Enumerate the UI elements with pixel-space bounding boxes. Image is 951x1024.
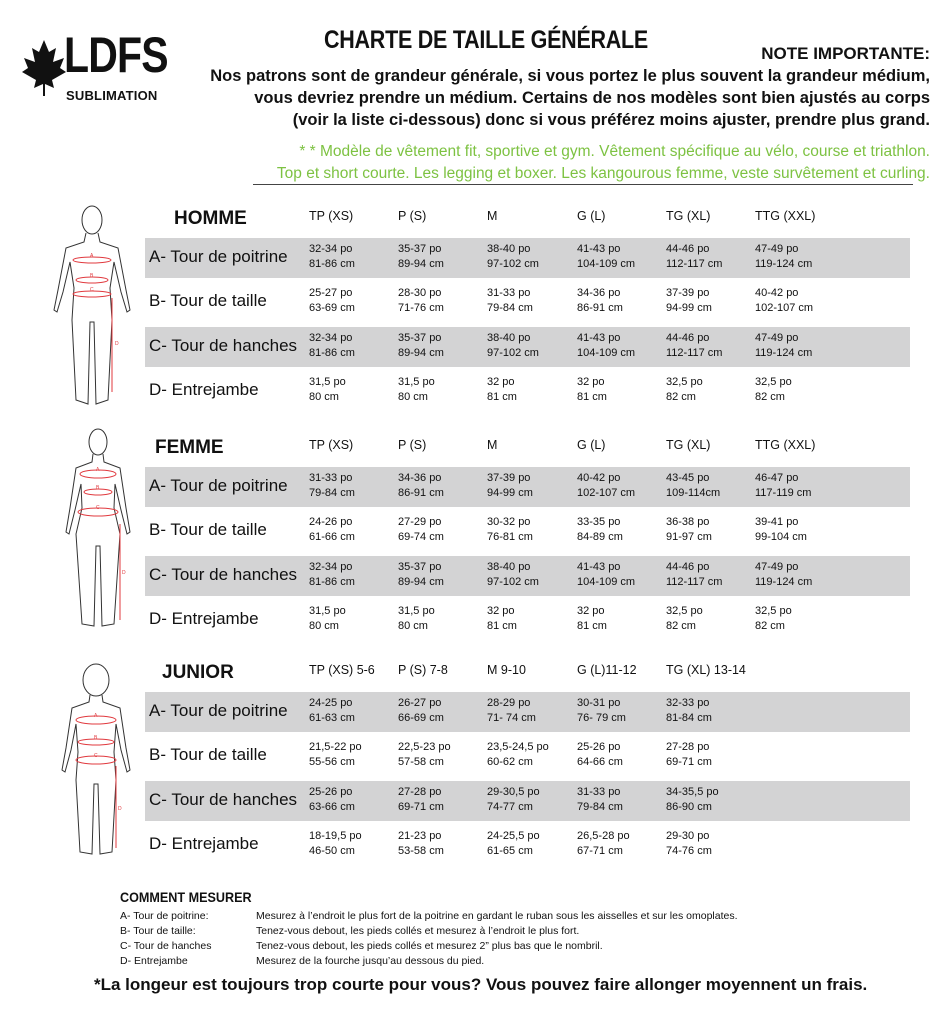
table-cell (309, 515, 355, 545)
value-inches: 31,5 po (309, 605, 346, 617)
value-inches: 31-33 po (487, 287, 531, 299)
fit-note-line: Top et short courte. Les legging et boxer. Les kangourous femme, veste survêtement et curling. (276, 165, 930, 182)
row-label: C- Tour de hanches (149, 336, 298, 355)
howto-key: A- Tour de poitrine: (120, 910, 209, 922)
mark-d: D (122, 570, 126, 576)
value-cm: 81-84 cm (666, 712, 712, 724)
column-header: M 9-10 (487, 663, 526, 677)
table-cell (487, 696, 536, 726)
row-label: A- Tour de poitrine (149, 247, 288, 266)
value-inches: 35-37 po (398, 332, 442, 344)
value-cm: 119-124 cm (755, 258, 813, 270)
section-label: HOMME (174, 208, 247, 229)
footer-note: *La longeur est toujours trop courte pour vous? Vous pouvez faire allonger moyennent un frais. (94, 975, 868, 994)
value-inches: 35-37 po (398, 561, 442, 573)
table-cell (398, 696, 444, 726)
mark-c: C (94, 753, 98, 759)
value-cm: 63-66 cm (309, 801, 355, 813)
value-cm: 84-89 cm (577, 531, 623, 543)
value-cm: 64-66 cm (577, 756, 623, 768)
value-cm: 69-71 cm (666, 756, 712, 768)
table-cell (398, 829, 444, 859)
column-header: P (S) (398, 438, 427, 452)
value-inches: 38-40 po (487, 332, 531, 344)
value-inches: 34-36 po (577, 287, 621, 299)
value-inches: 31-33 po (577, 786, 621, 798)
value-cm: 86-90 cm (666, 801, 712, 813)
table-cell (398, 242, 444, 272)
brand-logo (22, 28, 172, 108)
value-cm: 86-91 cm (577, 302, 623, 314)
value-cm: 79-84 cm (309, 487, 355, 499)
table-cell (577, 604, 607, 634)
value-cm: 81-86 cm (309, 258, 355, 270)
value-cm: 55-56 cm (309, 756, 355, 768)
value-cm: 86-91 cm (398, 487, 444, 499)
value-inches: 24-25 po (309, 697, 353, 709)
row-label: A- Tour de poitrine (149, 701, 288, 720)
fit-note-line: * * Modèle de vêtement fit, sportive et gym. Vêtement spécifique au vélo, course et triathlon. (299, 143, 930, 160)
mark-d: D (118, 806, 122, 812)
value-inches: 31,5 po (309, 376, 346, 388)
howto-key: C- Tour de hanches (120, 940, 212, 952)
row-label: C- Tour de hanches (149, 790, 298, 809)
table-cell (577, 331, 635, 361)
row-label: A- Tour de poitrine (149, 476, 288, 495)
table-cell (755, 286, 813, 316)
value-cm: 97-102 cm (487, 258, 539, 270)
value-inches: 29-30 po (666, 830, 710, 842)
value-inches: 31-33 po (309, 472, 353, 484)
value-cm: 91-97 cm (666, 531, 712, 543)
table-cell (755, 331, 812, 361)
table-cell (487, 515, 533, 545)
value-inches: 22,5-23 po (398, 741, 451, 753)
value-cm: 89-94 cm (398, 576, 444, 588)
divider (253, 184, 913, 185)
value-cm: 67-71 cm (577, 845, 623, 857)
value-inches: 36-38 po (666, 516, 710, 528)
table-row (145, 600, 910, 640)
table-cell (487, 375, 517, 405)
value-inches: 24-26 po (309, 516, 353, 528)
column-header: M (487, 438, 498, 452)
value-cm: 76-81 cm (487, 531, 533, 543)
value-cm: 79-84 cm (577, 801, 623, 813)
table-cell (755, 471, 811, 501)
table-cell (577, 286, 623, 316)
value-cm: 80 cm (309, 391, 339, 403)
value-cm: 69-74 cm (398, 531, 444, 543)
value-inches: 32 po (577, 376, 605, 388)
male-body-figure (48, 200, 140, 415)
value-inches: 30-32 po (487, 516, 531, 528)
value-cm: 60-62 cm (487, 756, 533, 768)
value-inches: 44-46 po (666, 243, 710, 255)
table-cell (666, 560, 722, 590)
table-row (145, 825, 910, 865)
logo-text: LDFS (64, 27, 168, 83)
column-header: TTG (XXL) (755, 438, 816, 452)
value-inches: 18-19,5 po (309, 830, 362, 842)
table-row (145, 282, 910, 322)
table-cell (666, 696, 712, 726)
value-cm: 97-102 cm (487, 347, 539, 359)
mark-b: B (96, 485, 100, 491)
value-cm: 79-84 cm (487, 302, 533, 314)
table-cell (309, 242, 355, 272)
value-inches: 38-40 po (487, 561, 531, 573)
column-header: TP (XS) (309, 438, 354, 452)
table-cell (398, 604, 435, 634)
value-inches: 44-46 po (666, 561, 710, 573)
value-cm: 104-109 cm (577, 258, 636, 270)
table-cell (487, 331, 539, 361)
mark-d: D (115, 341, 119, 347)
note-heading: NOTE IMPORTANTE: (761, 44, 930, 63)
value-inches: 44-46 po (666, 332, 710, 344)
value-cm: 102-107 cm (577, 487, 636, 499)
value-cm: 119-124 cm (755, 347, 813, 359)
value-cm: 81 cm (577, 391, 607, 403)
table-cell (666, 375, 703, 405)
value-inches: 38-40 po (487, 243, 531, 255)
mark-b: B (94, 735, 98, 741)
value-inches: 31,5 po (398, 376, 435, 388)
note-line: vous devriez prendre un médium. Certains de nos modèles sont bien ajustés au corps (254, 89, 930, 107)
value-cm: 81 cm (487, 391, 517, 403)
table-cell (487, 740, 549, 770)
table-cell (309, 560, 355, 590)
value-cm: 104-109 cm (577, 347, 636, 359)
maple-leaf-icon (22, 40, 66, 96)
table-cell (577, 829, 630, 859)
value-inches: 28-29 po (487, 697, 531, 709)
value-cm: 117-119 cm (755, 487, 812, 499)
table-cell (755, 515, 807, 545)
table-cell (309, 286, 355, 316)
value-inches: 31,5 po (398, 605, 435, 617)
table-row (145, 736, 910, 776)
value-cm: 112-117 cm (666, 347, 723, 359)
table-row (145, 238, 910, 278)
table-cell (755, 604, 792, 634)
value-inches: 40-42 po (577, 472, 621, 484)
table-cell (487, 471, 533, 501)
value-inches: 29-30,5 po (487, 786, 540, 798)
note-line: Nos patrons sont de grandeur générale, si vous portez le plus souvent la grandeur médium, (210, 67, 930, 85)
howto-text: Tenez-vous debout, les pieds collés et mesurez 2” plus bas que le nombril. (256, 940, 603, 952)
value-inches: 26-27 po (398, 697, 442, 709)
value-cm: 76- 79 cm (577, 712, 626, 724)
table-cell (666, 286, 712, 316)
value-inches: 28-30 po (398, 287, 442, 299)
value-inches: 43-45 po (666, 472, 710, 484)
value-inches: 32,5 po (666, 376, 703, 388)
value-cm: 97-102 cm (487, 576, 539, 588)
howto-key: B- Tour de taille: (120, 925, 196, 937)
value-cm: 119-124 cm (755, 576, 813, 588)
value-inches: 37-39 po (487, 472, 531, 484)
table-row (145, 692, 910, 732)
value-inches: 26,5-28 po (577, 830, 630, 842)
value-cm: 63-69 cm (309, 302, 355, 314)
table-row (145, 327, 910, 367)
page-title: CHARTE DE TAILLE GÉNÉRALE (324, 26, 649, 54)
value-inches: 24-25,5 po (487, 830, 540, 842)
mark-c: C (96, 505, 100, 511)
howto-title: COMMENT MESURER (120, 889, 252, 905)
table-cell (577, 242, 635, 272)
value-cm: 81 cm (577, 620, 607, 632)
value-cm: 80 cm (309, 620, 339, 632)
value-cm: 94-99 cm (666, 302, 712, 314)
value-cm: 112-117 cm (666, 576, 723, 588)
table-cell (577, 560, 635, 590)
column-header: P (S) 7-8 (398, 663, 448, 677)
column-header: G (L)11-12 (577, 663, 637, 677)
table-cell (309, 375, 346, 405)
value-inches: 46-47 po (755, 472, 799, 484)
column-header: TP (XS) 5-6 (309, 663, 375, 677)
table-cell (577, 515, 623, 545)
table-cell (487, 829, 540, 859)
column-header: P (S) (398, 209, 427, 223)
table-row (145, 511, 910, 551)
table-cell (398, 286, 444, 316)
value-inches: 25-26 po (577, 741, 621, 753)
value-cm: 81-86 cm (309, 347, 355, 359)
value-inches: 35-37 po (398, 243, 442, 255)
table-cell (755, 375, 792, 405)
table-cell (309, 740, 362, 770)
value-inches: 32,5 po (755, 605, 792, 617)
table-cell (398, 331, 444, 361)
value-cm: 94-99 cm (487, 487, 533, 499)
table-cell (309, 829, 362, 859)
table-cell (398, 785, 444, 815)
table-cell (577, 740, 623, 770)
table-cell (398, 375, 435, 405)
column-header: TG (XL) (666, 438, 711, 452)
value-cm: 89-94 cm (398, 258, 444, 270)
row-label: D- Entrejambe (149, 834, 259, 853)
note-line: (voir la liste ci-dessous) donc si vous préférez moins ajuster, prendre plus grand. (292, 111, 930, 129)
value-inches: 32-34 po (309, 332, 353, 344)
logo-subtext: SUBLIMATION (66, 88, 158, 103)
table-cell (666, 829, 712, 859)
value-cm: 99-104 cm (755, 531, 807, 543)
value-inches: 32,5 po (755, 376, 792, 388)
table-cell (487, 604, 517, 634)
table-cell (487, 785, 540, 815)
value-inches: 41-43 po (577, 561, 621, 573)
value-cm: 82 cm (755, 391, 785, 403)
table-cell (398, 740, 451, 770)
mark-a: A (90, 253, 94, 259)
value-cm: 53-58 cm (398, 845, 444, 857)
value-cm: 82 cm (755, 620, 785, 632)
value-inches: 40-42 po (755, 287, 799, 299)
value-cm: 80 cm (398, 391, 428, 403)
row-label: D- Entrejambe (149, 380, 259, 399)
row-label: B- Tour de taille (149, 291, 267, 310)
table-cell (309, 331, 355, 361)
table-cell (487, 560, 539, 590)
value-inches: 32-34 po (309, 243, 353, 255)
value-cm: 71-76 cm (398, 302, 444, 314)
value-inches: 21,5-22 po (309, 741, 362, 753)
table-cell (309, 471, 355, 501)
value-inches: 41-43 po (577, 332, 621, 344)
value-inches: 32-33 po (666, 697, 710, 709)
value-cm: 81-86 cm (309, 576, 355, 588)
value-inches: 34-36 po (398, 472, 442, 484)
mark-b: B (90, 273, 94, 279)
value-cm: 89-94 cm (398, 347, 444, 359)
value-cm: 66-69 cm (398, 712, 444, 724)
mark-a: A (96, 467, 100, 473)
table-cell (666, 242, 722, 272)
howto-text: Mesurez à l’endroit le plus fort de la poitrine en gardant le ruban sous les aisselles et sur les omoplates. (256, 910, 738, 922)
value-cm: 80 cm (398, 620, 428, 632)
value-inches: 47-49 po (755, 561, 799, 573)
table-row (145, 467, 910, 507)
value-inches: 32 po (487, 605, 515, 617)
table-cell (755, 242, 812, 272)
value-inches: 27-28 po (398, 786, 442, 798)
column-header: G (L) (577, 438, 606, 452)
value-cm: 69-71 cm (398, 801, 444, 813)
table-row (145, 371, 910, 411)
table-cell (577, 696, 626, 726)
value-cm: 61-66 cm (309, 531, 355, 543)
table-cell (577, 785, 623, 815)
value-inches: 33-35 po (577, 516, 621, 528)
value-inches: 47-49 po (755, 243, 799, 255)
junior-body-figure (56, 660, 140, 860)
value-inches: 32-34 po (309, 561, 353, 573)
table-cell (309, 604, 346, 634)
column-header: TG (XL) (666, 209, 711, 223)
row-label: B- Tour de taille (149, 745, 267, 764)
table-cell (755, 560, 812, 590)
howto-key: D- Entrejambe (120, 955, 188, 967)
row-label: B- Tour de taille (149, 520, 267, 539)
value-cm: 112-117 cm (666, 258, 723, 270)
female-body-figure (62, 424, 140, 639)
table-cell (666, 604, 703, 634)
value-inches: 30-31 po (577, 697, 621, 709)
table-cell (577, 375, 607, 405)
value-inches: 25-27 po (309, 287, 353, 299)
column-header: G (L) (577, 209, 606, 223)
value-inches: 47-49 po (755, 332, 799, 344)
value-inches: 37-39 po (666, 287, 710, 299)
value-cm: 82 cm (666, 620, 696, 632)
column-header: TG (XL) 13-14 (666, 663, 746, 677)
table-row (145, 556, 910, 596)
value-inches: 32 po (487, 376, 515, 388)
section-label: JUNIOR (162, 662, 234, 683)
value-cm: 109-114cm (666, 487, 721, 499)
row-label: C- Tour de hanches (149, 565, 298, 584)
mark-a: A (94, 713, 98, 719)
table-cell (398, 515, 444, 545)
value-cm: 74-76 cm (666, 845, 712, 857)
column-header: TTG (XXL) (755, 209, 816, 223)
table-cell (487, 242, 539, 272)
value-inches: 21-23 po (398, 830, 442, 842)
value-cm: 46-50 cm (309, 845, 355, 857)
value-cm: 104-109 cm (577, 576, 636, 588)
table-cell (666, 785, 719, 815)
table-cell (666, 331, 722, 361)
row-label: D- Entrejambe (149, 609, 259, 628)
value-inches: 41-43 po (577, 243, 621, 255)
mark-c: C (90, 287, 94, 293)
table-cell (487, 286, 533, 316)
table-cell (309, 785, 355, 815)
howto-text: Mesurez de la fourche jusqu’au dessous du pied. (256, 955, 485, 967)
column-header: M (487, 209, 498, 223)
table-cell (398, 560, 444, 590)
value-inches: 34-35,5 po (666, 786, 719, 798)
value-cm: 61-63 cm (309, 712, 355, 724)
table-cell (398, 471, 444, 501)
table-cell (666, 471, 720, 501)
value-inches: 27-28 po (666, 741, 710, 753)
section-label: FEMME (155, 437, 224, 458)
value-cm: 82 cm (666, 391, 696, 403)
column-header: TP (XS) (309, 209, 354, 223)
table-row (145, 781, 910, 821)
table-cell (666, 515, 712, 545)
value-cm: 61-65 cm (487, 845, 533, 857)
value-cm: 71- 74 cm (487, 712, 536, 724)
table-cell (666, 740, 712, 770)
value-inches: 39-41 po (755, 516, 799, 528)
value-cm: 81 cm (487, 620, 517, 632)
value-cm: 102-107 cm (755, 302, 814, 314)
table-cell (577, 471, 635, 501)
value-inches: 32 po (577, 605, 605, 617)
value-inches: 32,5 po (666, 605, 703, 617)
howto-text: Tenez-vous debout, les pieds collés et mesurez à l’endroit le plus fort. (256, 925, 580, 937)
value-inches: 25-26 po (309, 786, 353, 798)
value-cm: 57-58 cm (398, 756, 444, 768)
value-inches: 27-29 po (398, 516, 442, 528)
value-cm: 74-77 cm (487, 801, 533, 813)
value-inches: 23,5-24,5 po (487, 741, 549, 753)
table-cell (309, 696, 355, 726)
